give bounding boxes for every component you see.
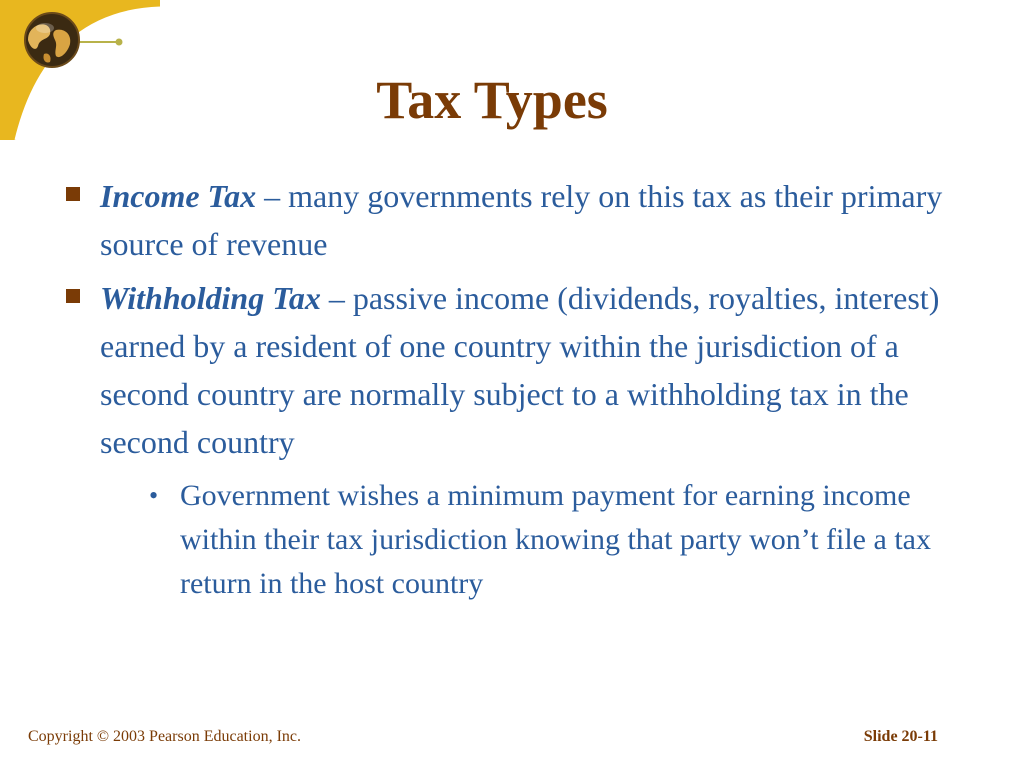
bullet-text: – many governments rely on this tax as their primary source of revenue <box>100 178 943 262</box>
footer-slide-number: Slide 20-11 <box>863 728 938 745</box>
bullet-item-income-tax <box>66 172 966 268</box>
round-bullet-icon: • <box>149 481 159 510</box>
sub-bullet-item <box>146 474 966 606</box>
bullet-list <box>66 172 966 612</box>
slide-title-text: Tax Types <box>376 70 608 130</box>
square-bullet-icon <box>66 187 80 201</box>
sub-bullet-text: Government wishes a minimum payment for earning income within their tax jurisdiction knowing that party won’t file a tax return in the host country <box>180 479 931 600</box>
footer-copyright: Copyright © 2003 Pearson Education, Inc. <box>28 728 301 745</box>
bullet-term: Withholding Tax <box>100 280 321 316</box>
bullet-text: – passive income (dividends, royalties, interest) earned by a resident of one country within the jurisdiction of a second country are normally subject to a withholding tax in the second country <box>100 280 940 460</box>
bullet-term: Income Tax <box>100 178 257 214</box>
square-bullet-icon <box>66 289 80 303</box>
slide-title <box>0 68 1024 132</box>
bullet-item-withholding-tax <box>66 274 966 606</box>
globe-icon <box>25 13 79 67</box>
